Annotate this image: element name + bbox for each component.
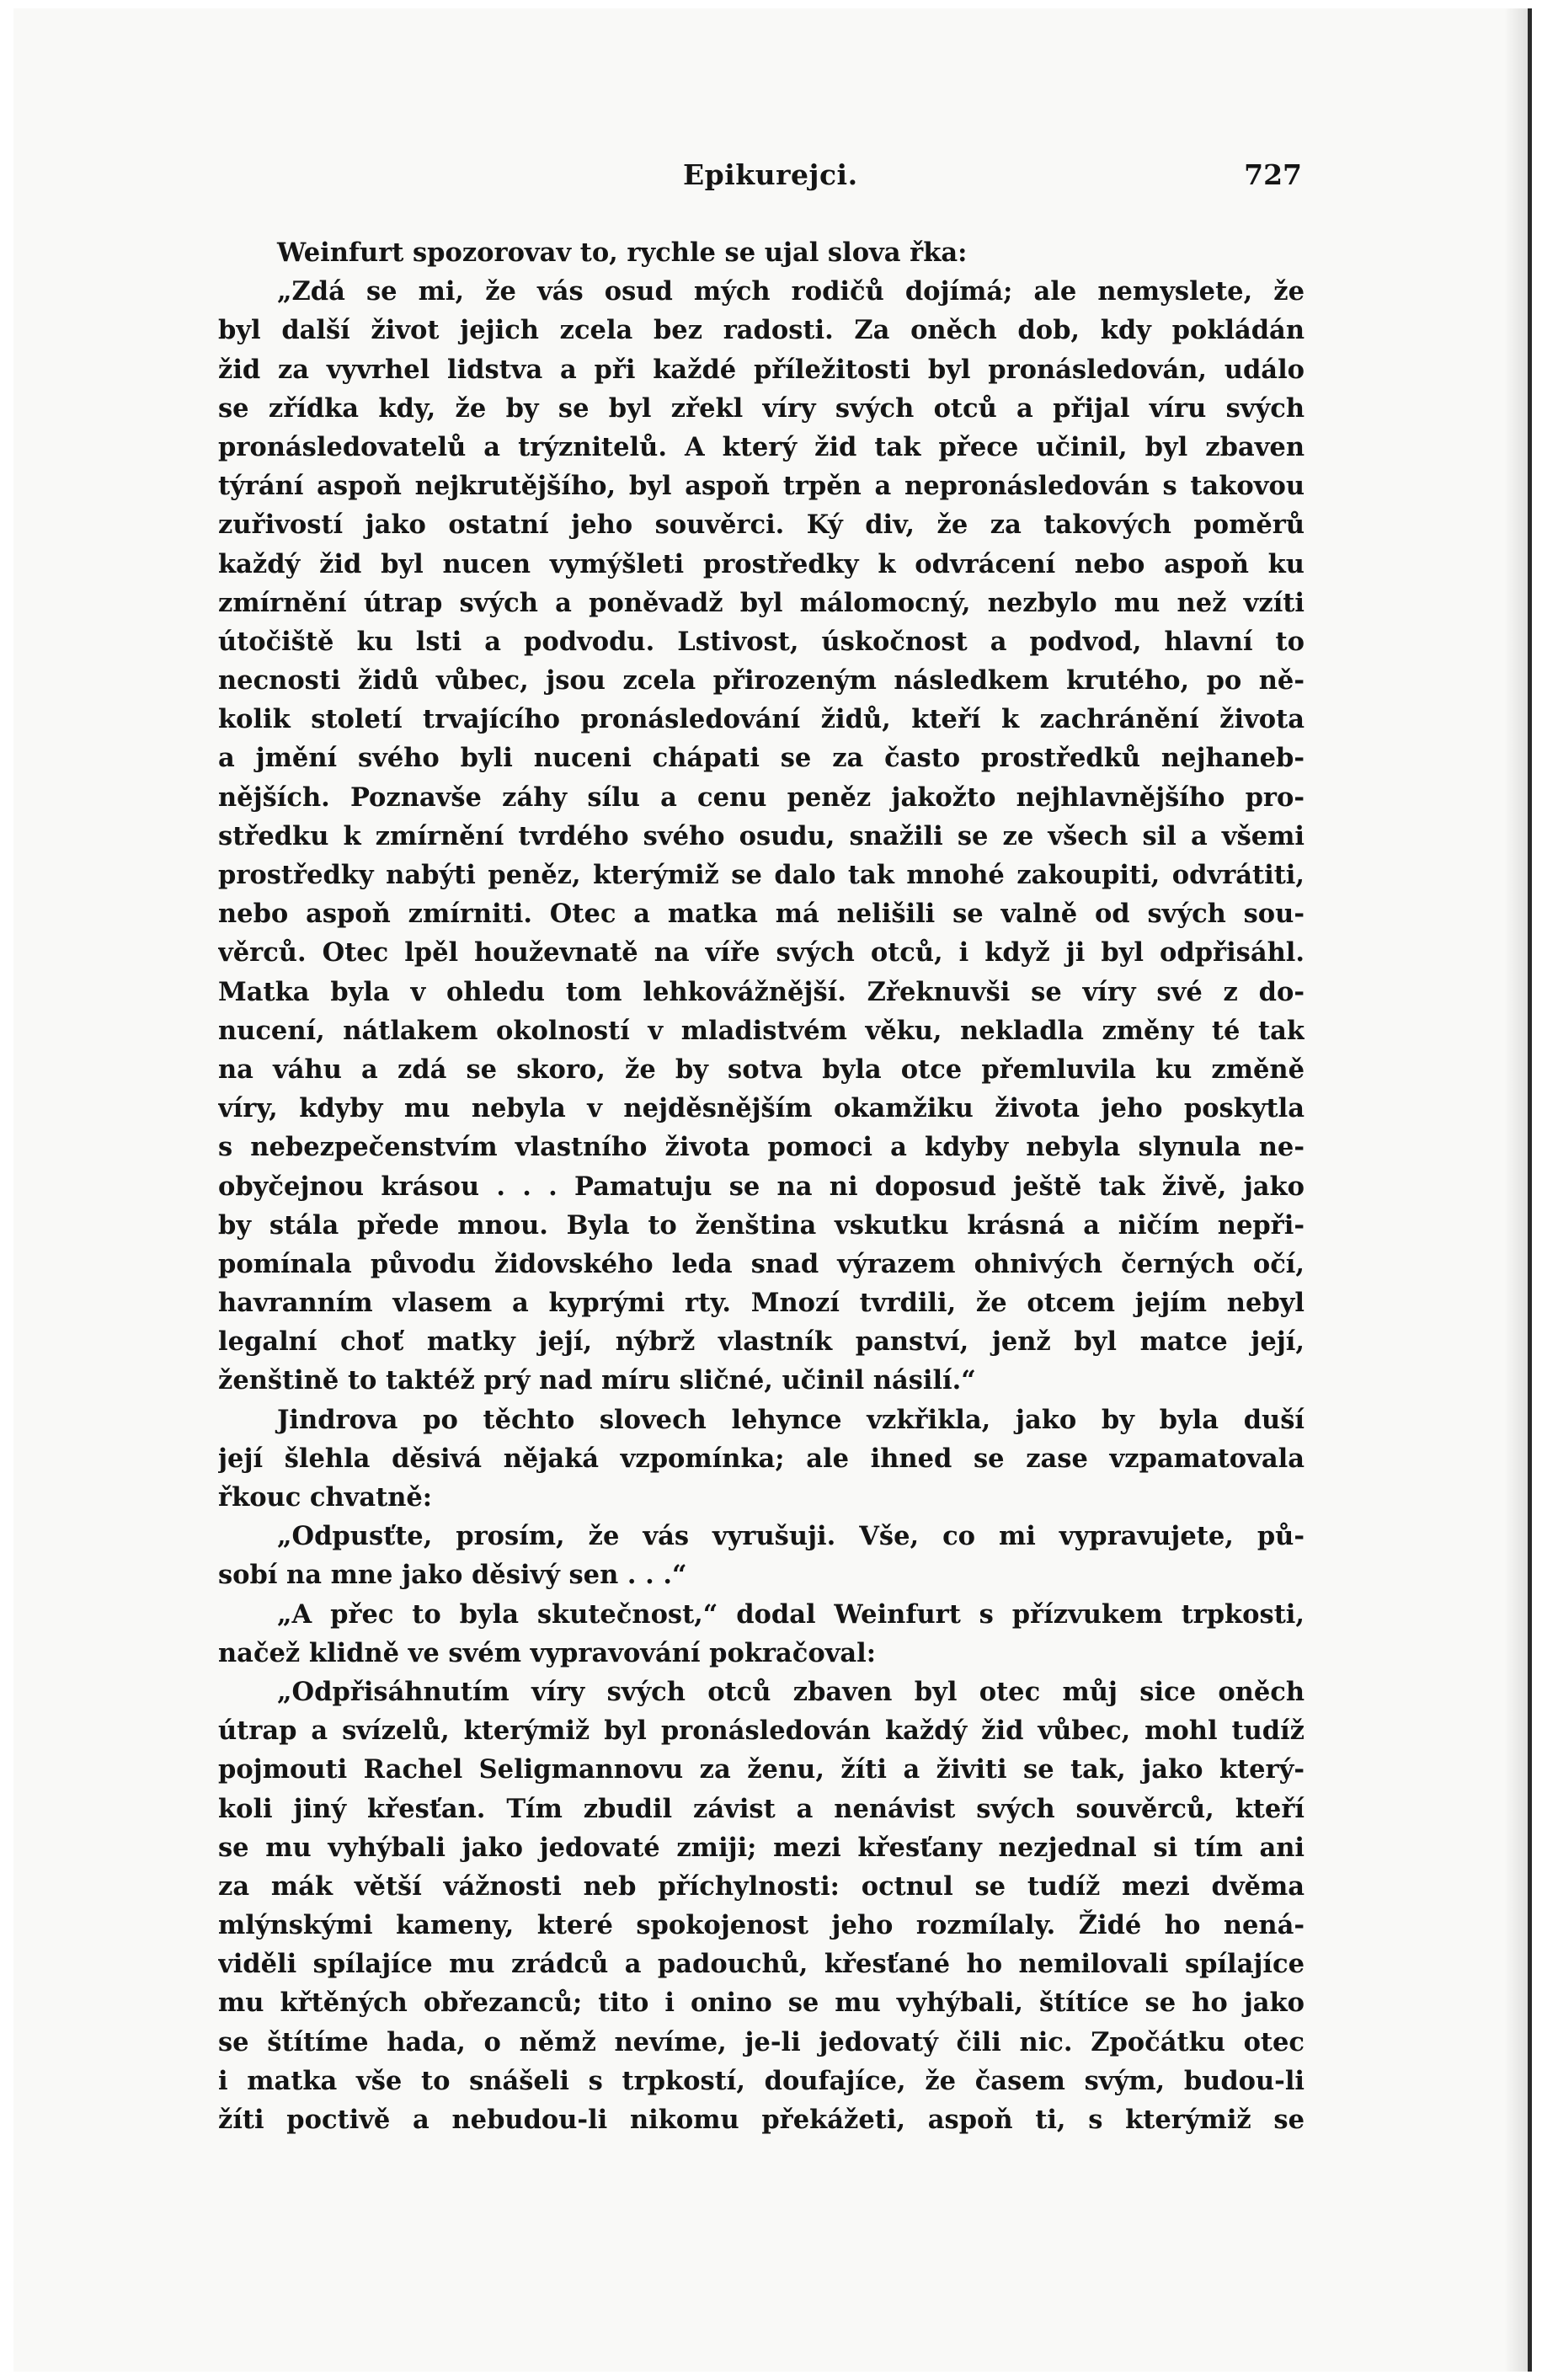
- page-number: 727: [1244, 158, 1302, 191]
- text-line: i matka vše to snášeli s trpkostí, doufajíce, že časem svým, budou-li: [218, 2065, 1305, 2096]
- text-line: Matka byla v ohledu tom lehkovážnější. Zřeknuvši se víry své z do-: [218, 976, 1305, 1007]
- text-line: žíti poctivě a nebudou-li nikomu překážeti, aspoň ti, s kterýmiž se: [218, 2105, 1305, 2135]
- text-line: zuřivostí jako ostatní jeho souvěrci. Ký div, že za takových poměrů: [218, 510, 1305, 541]
- text-line: sobí na mne jako děsivý sen . . .“: [218, 1560, 687, 1591]
- text-line: mlýnskými kameny, které spokojenost jeho rozmílaly. Židé ho nená-: [218, 1910, 1305, 1941]
- text-line: obyčejnou krásou . . . Pamatuju se na ni doposud ještě tak živě, jako: [218, 1171, 1305, 1202]
- text-line: pojmouti Rachel Seligmannovu za ženu, žíti a živiti se tak, jako který-: [218, 1754, 1305, 1785]
- scanned-page: [13, 8, 1532, 2372]
- text-line: pomínala původu židovského leda snad výrazem ohnivých černých očí,: [218, 1248, 1305, 1279]
- text-line: pronásledovatelů a trýznitelů. A který žid tak přece učinil, byl zbaven: [218, 431, 1305, 462]
- running-head: [224, 158, 1302, 200]
- text-line: věrců. Otec lpěl houževnatě na víře svých otců, i když ji byl odpřisáhl.: [218, 937, 1305, 969]
- text-line: se zřídka kdy, že by se byl zřekl víry svých otců a přijal víru svých: [218, 392, 1305, 424]
- text-line: ženštině to taktéž prý nad míru sličné, učinil násilí.“: [218, 1365, 976, 1396]
- text-line: víry, kdyby mu nebyla v nejděsnějším okamžiku života jeho poskytla: [218, 1093, 1305, 1124]
- text-line: každý žid byl nucen vymýšleti prostředky k odvrácení nebo aspoň ku: [218, 548, 1305, 579]
- text-line: a jmění svého byli nuceni chápati se za často prostředků nejhaneb-: [218, 743, 1305, 774]
- text-line: necnosti židů vůbec, jsou zcela přirozeným následkem krutého, po ně-: [218, 665, 1305, 696]
- text-line: útočiště ku lsti a podvodu. Lstivost, úskočnost a podvod, hlavní to: [218, 626, 1305, 657]
- text-line: na váhu a zdá se skoro, že by sotva byla otce přemluvila ku změně: [218, 1054, 1305, 1085]
- text-line: žid za vyvrhel lidstva a při každé příležitosti byl pronásledován, událo: [218, 354, 1305, 385]
- body-text: [218, 233, 1305, 2139]
- text-line: „Odpřisáhnutím víry svých otců zbaven byl otec můj sice oněch: [277, 1676, 1305, 1707]
- text-line: kolik století trvajícího pronásledování židů, kteří k zachránění života: [218, 704, 1305, 735]
- text-line: s nebezpečenstvím vlastního života pomoci a kdyby nebyla slynula ne-: [218, 1132, 1305, 1163]
- text-line: nějších. Poznavše záhy sílu a cenu peněz jakožto nejhlavnějšího pro-: [218, 782, 1305, 813]
- text-line: nucení, nátlakem okolností v mladistvém věku, nekladla změny té tak: [218, 1015, 1305, 1046]
- text-line: „A přec to byla skutečnost,“ dodal Weinfurt s přízvukem trpkosti,: [277, 1598, 1305, 1630]
- text-line: týrání aspoň nejkrutějšího, byl aspoň trpěn a nepronásledován s takovou: [218, 471, 1305, 502]
- text-line: viděli spílajíce mu zrádců a padouchů, křesťané ho nemilovali spílajíce: [218, 1949, 1305, 1980]
- text-line: se mu vyhýbali jako jedovaté zmiji; mezi křesťany nezjednal si tím ani: [218, 1832, 1305, 1863]
- text-line: havranním vlasem a kyprými rty. Mnozí tvrdili, že otcem jejím nebyl: [218, 1288, 1305, 1319]
- text-line: koli jiný křesťan. Tím zbudil závist a nenávist svých souvěrců, kteří: [218, 1793, 1305, 1824]
- text-line: středku k zmírnění tvrdého svého osudu, snažili se ze všech sil a všemi: [218, 820, 1305, 851]
- text-line: mu křtěných obřezanců; tito i onino se mu vyhýbali, štítíce se ho jako: [218, 1988, 1305, 2019]
- text-line: její šlehla děsivá nějaká vzpomínka; ale ihned se zase vzpamatovala: [218, 1443, 1305, 1474]
- text-line: „Odpusťte, prosím, že vás vyrušuji. Vše, co mi vypravujete, pů-: [277, 1521, 1305, 1552]
- text-line: útrap a svízelů, kterýmiž byl pronásledován každý žid vůbec, mohl tudíž: [218, 1716, 1305, 1747]
- text-line: prostředky nabýti peněz, kterýmiž se dalo tak mnohé zakoupiti, odvrátiti,: [218, 860, 1305, 890]
- text-line: „Zdá se mi, že vás osud mých rodičů dojímá; ale nemyslete, že: [277, 276, 1305, 307]
- text-line: se štítíme hada, o němž nevíme, je-li jedovatý čili nic. Zpočátku otec: [218, 2026, 1305, 2057]
- text-line: by stála přede mnou. Byla to ženština vskutku krásná a ničím nepři-: [218, 1209, 1305, 1241]
- text-line: zmírnění útrap svých a poněvadž byl málomocný, nezbylo mu než vzíti: [218, 587, 1305, 618]
- text-line: za mák větší vážnosti neb příchylnosti: octnul se tudíž mezi dvěma: [218, 1870, 1305, 1902]
- text-line: nebo aspoň zmírniti. Otec a matka má nelišili se valně od svých sou-: [218, 899, 1305, 930]
- text-line: Weinfurt spozorovav to, rychle se ujal slova řka:: [277, 237, 968, 268]
- text-line: Jindrova po těchto slovech lehynce vzkřikla, jako by byla duší: [277, 1404, 1305, 1435]
- text-line: legalní choť matky její, nýbrž vlastník panství, jenž byl matce její,: [218, 1326, 1305, 1358]
- running-title: Epikurejci.: [683, 158, 858, 191]
- text-line: načež klidně ve svém vypravování pokračoval:: [218, 1637, 877, 1668]
- text-line: řkouc chvatně:: [218, 1482, 433, 1513]
- text-line: byl další život jejich zcela bez radosti. Za oněch dob, kdy pokládán: [218, 315, 1305, 346]
